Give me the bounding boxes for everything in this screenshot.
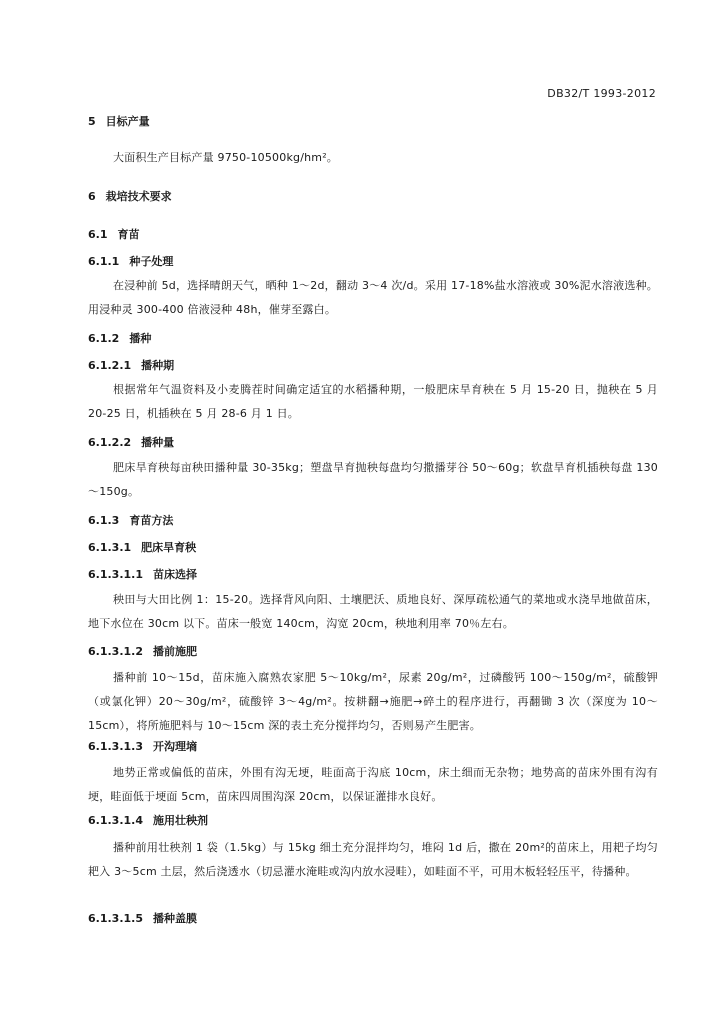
section-heading-6-1-3-1 xyxy=(88,539,196,555)
section-number: 6.1.3.1.3 xyxy=(88,740,143,753)
section-title: 育苗 xyxy=(117,228,140,241)
section-title: 播种盖膜 xyxy=(152,912,197,925)
section-number: 6.1.3.1.4 xyxy=(88,814,143,827)
paragraph-seedbed-selection: 秧田与大田比例 1：15-20。选择背风向阳、土壤肥沃、质地良好、深厚疏松通气的菜地或水浇旱地做苗床，地下水位在 30cm 以下。苗床一般宽 140cm，沟宽 20cm，秧地利用率 70％左右。 xyxy=(88,593,658,630)
section-number: 6.1.3.1.2 xyxy=(88,645,143,658)
section-heading-6 xyxy=(88,188,172,204)
section-number: 6.1.2.2 xyxy=(88,436,132,449)
paragraph-sowing-date: 根据常年气温资料及小麦腾茬时间确定适宜的水稻播种期，一般肥床旱育秧在 5 月 15-20 日，抛秧在 5 月 20-25 日，机插秧在 5 月 28-6 月 1 日。 xyxy=(88,383,658,420)
section-heading-6-1-3 xyxy=(88,512,173,528)
section-heading-6-1-3-1-3 xyxy=(88,738,197,754)
section-heading-6-1-2-1 xyxy=(88,357,174,373)
section-number: 6.1.3.1 xyxy=(88,541,132,554)
section-heading-6-1 xyxy=(88,226,140,242)
section-title: 播种 xyxy=(129,332,152,345)
section-title: 育苗方法 xyxy=(129,514,174,527)
section-title: 播种期 xyxy=(141,359,175,372)
section-title: 施用壮秧剂 xyxy=(152,814,208,827)
section-number: 6.1.3 xyxy=(88,514,120,527)
section-heading-5 xyxy=(88,113,150,129)
section-heading-6-1-2-2 xyxy=(88,434,174,450)
paragraph-seed-treatment: 在浸种前 5d，选择晴朗天气，晒种 1～2d，翻动 3～4 次/d。采用 17-18%盐水溶液或 30%泥水溶液选种。用浸种灵 300-400 倍液浸种 48h，催芽至露白。 xyxy=(88,279,658,316)
section-title: 播前施肥 xyxy=(152,645,197,658)
section-number: 6.1 xyxy=(88,228,108,241)
section-title: 种子处理 xyxy=(129,255,174,268)
paragraph-target-yield: 大面积生产目标产量 9750-10500kg/hm²。 xyxy=(113,151,339,164)
section-number: 6.1.1 xyxy=(88,255,120,268)
section-title: 目标产量 xyxy=(105,115,150,128)
section-heading-6-1-3-1-2 xyxy=(88,643,197,659)
section-heading-6-1-3-1-5 xyxy=(88,910,197,926)
paragraph-sowing-rate: 肥床旱育秧每亩秧田播种量 30-35kg；塑盘旱育抛秧每盘均匀撒播芽谷 50～60g；软盘旱育机插秧每盘 130～150g。 xyxy=(88,461,658,498)
section-number: 6.1.3.1.1 xyxy=(88,568,143,581)
section-title: 肥床旱育秧 xyxy=(141,541,197,554)
paragraph-seedling-agent: 播种前用壮秧剂 1 袋（1.5kg）与 15kg 细土充分混拌均匀，堆闷 1d 后，撒在 20m²的苗床上，用耙子均匀耙入 3～5cm 土层，然后浇透水（切忌灌水淹畦或沟内放水浸畦），如畦面不平，可用木板轻轻压平，待播种。 xyxy=(88,841,658,878)
section-title: 播种量 xyxy=(141,436,175,449)
section-heading-6-1-3-1-4 xyxy=(88,812,208,828)
section-heading-6-1-1 xyxy=(88,253,173,269)
section-number: 6.1.2 xyxy=(88,332,120,345)
section-number: 6 xyxy=(88,190,96,203)
section-number: 6.1.2.1 xyxy=(88,359,132,372)
section-heading-6-1-3-1-1 xyxy=(88,566,197,582)
section-heading-6-1-2 xyxy=(88,330,151,346)
section-number: 6.1.3.1.5 xyxy=(88,912,143,925)
section-title: 开沟理墒 xyxy=(152,740,197,753)
paragraph-ditching: 地势正常或偏低的苗床，外围有沟无埂，畦面高于沟底 10cm，床土细而无杂物；地势高的苗床外围有沟有埂，畦面低于埂面 5cm，苗床四周围沟深 20cm，以保证灌排水良好。 xyxy=(88,766,658,803)
paragraph-pre-sowing-fertilization: 播种前 10～15d，苗床施入腐熟农家肥 5～10kg/m²，尿素 20g/m²，过磷酸钙 100～150g/m²，硫酸钾（或氯化钾）20～30g/m²，硫酸锌 3～4g/m²。按耕翻→施肥→碎土的程序进行，再翻锄 3 次（深度为 10～15cm），将所施肥料与 10～15cm 深的表土充分搅拌均匀，否则易产生肥害。 xyxy=(88,671,658,732)
section-title: 苗床选择 xyxy=(152,568,197,581)
section-number: 5 xyxy=(88,115,96,128)
section-title: 栽培技术要求 xyxy=(105,190,172,203)
document-code: DB32/T 1993-2012 xyxy=(547,87,656,100)
